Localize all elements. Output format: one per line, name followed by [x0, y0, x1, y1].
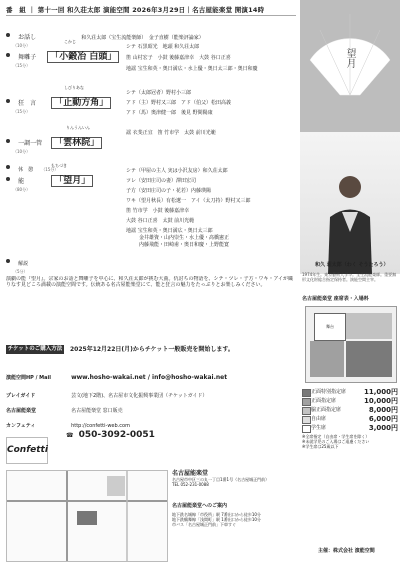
programme-time: （15分）	[13, 63, 31, 68]
cast-line: シテ 石黒昭光 地頭 和久荘太郎	[126, 44, 200, 50]
performer-icon	[300, 132, 400, 274]
cast-line: ワキ（望月秋長）有松遼一 アイ（太刀持）野村又三郎	[126, 198, 251, 204]
programme-label: 能	[18, 178, 25, 185]
programme-time: （15分）	[13, 109, 31, 114]
seating-map	[305, 306, 397, 383]
ticket-label: 名古屋能楽堂	[6, 408, 37, 414]
programme-label: お話し	[18, 34, 37, 41]
programme-label: 狂 言	[18, 100, 37, 107]
fan-panel	[300, 0, 400, 132]
cast-block	[126, 168, 296, 248]
fan-title: 望月	[344, 48, 355, 68]
programme-label: 解説	[18, 261, 29, 267]
bullet-icon	[6, 259, 10, 263]
wing-seats	[346, 313, 392, 339]
header-title: 番 組 ｜ 第十一回 和久荘太郎 演能空間 2026年3月29日｜名古屋能楽堂 開演14時	[6, 6, 265, 14]
programme-label: 舞囃子	[18, 54, 37, 61]
ticket-value: 芸文(地下2階)、名古屋市文化振興事業団（チケットガイド）	[71, 393, 208, 399]
map-icon	[7, 471, 167, 561]
programme-title: 「雲林院」	[51, 137, 102, 149]
price-value: 10,000円	[363, 397, 398, 405]
cast-block	[126, 90, 296, 116]
cast-line: アド（主）野村又三郎 アド（伯父）松田高義	[126, 100, 232, 106]
price-value: 3,000円	[368, 424, 398, 432]
venue-map	[6, 470, 168, 562]
price-row	[302, 406, 398, 414]
price-label: 正面特別指定席	[311, 389, 347, 395]
programme-time: （5分）	[13, 269, 28, 274]
ticket-phone[interactable]: 050-3092-0051	[78, 430, 155, 440]
ticket-item	[6, 364, 227, 383]
programme-time: （80分）	[13, 187, 31, 192]
cast-line: 笛 山村宏子 小鼓 後藤嘉津幸 大鼓 谷口正喜	[126, 55, 231, 61]
price-row	[302, 424, 398, 432]
access-title: 名古屋能楽堂へのご案内	[172, 503, 228, 509]
venue-tel: TEL 052-231-0088	[172, 482, 209, 487]
access-line: 市バス「名古屋城正門前」下車すぐ	[172, 522, 236, 527]
programme-content: 和久荘太郎（宝生流能楽師） 金子直樹（能楽評論家）	[81, 35, 204, 41]
ticket-tel	[66, 422, 155, 441]
programme-time: （10分）	[13, 43, 31, 48]
bullet-icon	[6, 139, 10, 143]
programme-title: 「止動方角」	[51, 97, 111, 109]
cast-line: アド（馬）奥津健一郎 後見 野間陽康	[126, 110, 213, 116]
price-label: 脇正面指定席	[311, 407, 342, 413]
price-swatch	[302, 389, 311, 397]
ticket-label: カンフェティ	[6, 423, 36, 429]
price-swatch	[302, 407, 311, 415]
programme-label: 休 憩	[18, 167, 34, 173]
access-line: 地下鉄鶴舞線「浅間町」駅 1番出口から徒歩10分	[172, 517, 261, 522]
organizer: 主催：株式会社 演能空間	[318, 548, 375, 554]
programme-ruby: しびりあな	[64, 85, 84, 90]
phone-icon: ☎	[66, 432, 74, 439]
ticket-label: 演能空間HP / Mail	[6, 375, 51, 381]
venue-name: 名古屋能楽堂	[172, 470, 209, 477]
price-label: 自由席	[311, 416, 327, 422]
price-row	[302, 415, 398, 423]
programme-item	[6, 250, 296, 274]
premium-seats	[346, 341, 392, 377]
programme-ruby: こかじ	[64, 39, 76, 44]
price-swatch	[302, 398, 311, 406]
ticket-web-link[interactable]: www.hosho-wakai.net / info@hosho-wakai.net	[71, 374, 228, 381]
price-swatch	[302, 425, 311, 433]
programme-ruby: りんうんいん	[66, 125, 90, 130]
bullet-icon	[6, 33, 10, 37]
seating-notes	[302, 434, 398, 449]
cast-line: ツレ（安田庄司の妻）澤田宏司	[126, 178, 197, 184]
cast-block	[126, 44, 296, 72]
price-row	[302, 388, 398, 396]
artist-photo	[300, 132, 400, 274]
price-value: 6,000円	[368, 415, 398, 423]
price-value: 8,000円	[368, 406, 398, 414]
cast-line: シテ（太郎冠者）野村小三郎	[126, 90, 192, 96]
artist-caption: 和久 荘太郎（わく そうたろう）	[315, 262, 389, 268]
bullet-icon	[6, 177, 10, 181]
programme-title: 「望月」	[51, 175, 93, 187]
ticket-bar: チケットのご購入方法	[7, 346, 63, 352]
price-label: 正面指定席	[311, 398, 337, 404]
programme-title: 「小鍛冶 白頭」	[47, 51, 119, 63]
ticket-value: 名古屋能楽堂 窓口販売	[71, 408, 123, 414]
cast-block	[126, 130, 296, 136]
ticket-label: プレイガイド	[6, 393, 36, 399]
cast-line: 地謡 宝生和英・奥日満広・水上優・奥日太三郎・奥日和慶	[126, 66, 258, 72]
header-divider	[6, 15, 296, 16]
access-line: 地下鉄名城線「市役所」駅 7番出口から徒歩10分	[172, 512, 261, 517]
price-value: 11,000円	[363, 388, 398, 396]
cast-line: 笛 竹市学 小鼓 後藤嘉津幸	[126, 208, 190, 214]
cast-line: 子方（安田庄司の子・花若）内藤瑛陽	[126, 188, 212, 194]
programme-time: （10分）	[13, 149, 31, 154]
price-row	[302, 397, 398, 405]
bullet-icon	[6, 99, 10, 103]
venue-info	[172, 470, 297, 527]
cast-line: 金井雄資・山内崇生・水上優・髙橋憲正	[139, 235, 230, 241]
description: 演劇の能『望月』。宗家のお話と舞囃子を中心に、和久荘太郎が挑む大曲。仇討ちの物語を、シテ・ツレ・子方・ワキ・アイが織りなす見どころ満載の演能空間です。伝統ある名古屋能楽堂にて、能と狂言の魅力をたっぷりとお楽しみください。	[6, 276, 294, 288]
note: ※未就学児のご入場はご遠慮ください	[302, 439, 370, 444]
confetti-logo	[6, 437, 48, 464]
programme-ruby: もちづき	[51, 163, 67, 168]
programme-item	[6, 125, 296, 154]
ticket-confetti-link[interactable]: http://confetti-web.com	[71, 423, 130, 429]
cast-line: 大鼓 谷口正喜 太鼓 前川光範	[126, 218, 195, 224]
cast-line: 内藤飛能・田崎甫・奥日和慶・上野能寛	[139, 242, 230, 248]
note: ※全席指定（自由席・学生席を除く）	[302, 434, 370, 439]
cast-line: 謡 衣斐正宜 笛 竹市学 太鼓 前川光範	[126, 130, 216, 136]
bullet-icon	[6, 53, 10, 57]
seating-title: 名古屋能楽堂 座席表・入場料	[302, 296, 369, 302]
programme-item	[6, 163, 296, 260]
programme-label: 一調一管	[18, 140, 43, 147]
venue-address: 名古屋市中区三の丸一丁目1番1号（名古屋城正門前）	[172, 477, 270, 482]
programme-time: （15分）	[41, 167, 59, 172]
stage-label: 舞台	[326, 324, 334, 329]
cast-line: 地謡 宝生和英・奥日満広・奥日太三郎	[126, 228, 213, 234]
confetti-logo-text: Confetti	[7, 445, 48, 455]
note: ※学生席は25歳以下	[302, 444, 339, 449]
stage	[314, 313, 346, 341]
cast-line: シテ（甲屋の主人 実は小沢友房）和久荘太郎	[126, 168, 228, 174]
side-seats	[310, 341, 344, 377]
ticket-release: 2025年12月22日(月)からチケット一般販売を開始します。	[70, 346, 234, 353]
artist-bio: 1974年生。東京藝術大学卒。宝生流能楽師。重要無形文化財総合指定保持者。演能空間主宰。	[302, 272, 397, 282]
price-swatch	[302, 416, 311, 424]
price-label: 学生席	[311, 425, 327, 431]
